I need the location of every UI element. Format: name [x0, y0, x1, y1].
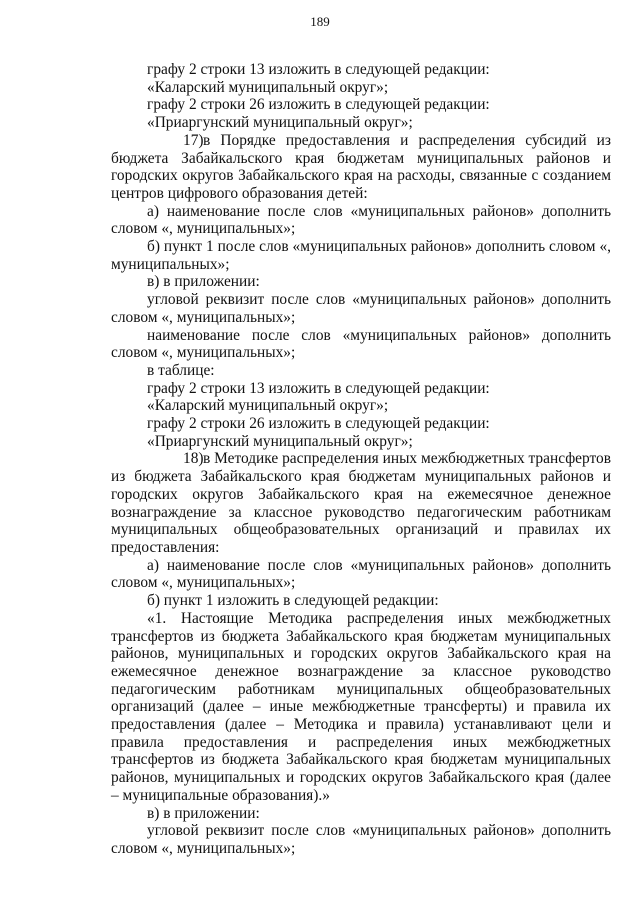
- page-number: 189: [310, 14, 330, 29]
- paragraph: «Каларский муниципальный округ»;: [147, 397, 389, 415]
- paragraph: б) пункт 1 после слов «муниципальных районов» дополнить словом «, муниципальных»;: [111, 238, 611, 273]
- item-number: 17): [183, 131, 204, 149]
- paragraph: наименование после слов «муниципальных районов» дополнить словом «, муниципальных»;: [111, 326, 611, 362]
- document-body: [111, 61, 611, 858]
- numbered-paragraph-17: [111, 132, 611, 203]
- paragraph: б) пункт 1 изложить в следующей редакции:: [147, 592, 439, 610]
- paragraph-text: в Методике распределения иных межбюджетных трансфертов из бюджета Забайкальского края бюджетам муниципальных районов и городских округов Забайкальского края на ежемесячное денежное вознаграждение за классное руководство педагогическим работникам муниципальных общеобразовательных организаций и правилах их предоставления:: [111, 450, 611, 556]
- paragraph: угловой реквизит после слов «муниципальных районов» дополнить словом «, муниципальных»;: [111, 822, 611, 857]
- paragraph: «Приаргунский муниципальный округ»;: [147, 114, 413, 132]
- paragraph: графу 2 строки 13 изложить в следующей редакции:: [147, 379, 490, 397]
- paragraph: «Приаргунский муниципальный округ»;: [147, 432, 413, 450]
- paragraph: угловой реквизит после слов «муниципальных районов» дополнить словом «, муниципальных»;: [111, 291, 611, 326]
- paragraph: графу 2 строки 13 изложить в следующей редакции:: [147, 61, 490, 78]
- numbered-paragraph-18: [111, 450, 611, 556]
- item-number: 18): [183, 450, 204, 468]
- paragraph: графу 2 строки 26 изложить в следующей редакции:: [147, 96, 490, 114]
- paragraph: в) в приложении:: [147, 804, 260, 822]
- paragraph: а) наименование после слов «муниципальных районов» дополнить словом «, муниципальных»;: [111, 556, 611, 592]
- paragraph: в таблице:: [147, 361, 215, 379]
- paragraph-text: в Порядке предоставления и распределения субсидий из бюджета Забайкальского края бюджетам муниципальных районов и городских округов Забайкальского края на расходы, связанные с созданием центров цифрового образования детей:: [111, 131, 611, 202]
- paragraph: «Каларский муниципальный округ»;: [147, 78, 389, 96]
- paragraph: графу 2 строки 26 изложить в следующей редакции:: [147, 415, 490, 433]
- paragraph: а) наименование после слов «муниципальных районов» дополнить словом «, муниципальных»;: [111, 202, 611, 238]
- paragraph: в) в приложении:: [147, 273, 260, 291]
- paragraph: «1. Настоящие Методика распределения иных межбюджетных трансфертов из бюджета Забайкальского края бюджетам муниципальных районов, муниципальных и городских округов Забайкальского края на ежемесячное денежное вознаграждение за классное руководство педагогическим работникам муниципальных общеобразовательных организаций (далее – иные межбюджетные трансферты) и правила их предоставления (далее – Методика и правила) устанавливают цели и правила предоставления и распределения иных межбюджетных трансфертов из бюджета Забайкальского края бюджетам муниципальных районов, муниципальных и городских округов Забайкальского края (далее – муниципальные образования).»: [111, 609, 611, 804]
